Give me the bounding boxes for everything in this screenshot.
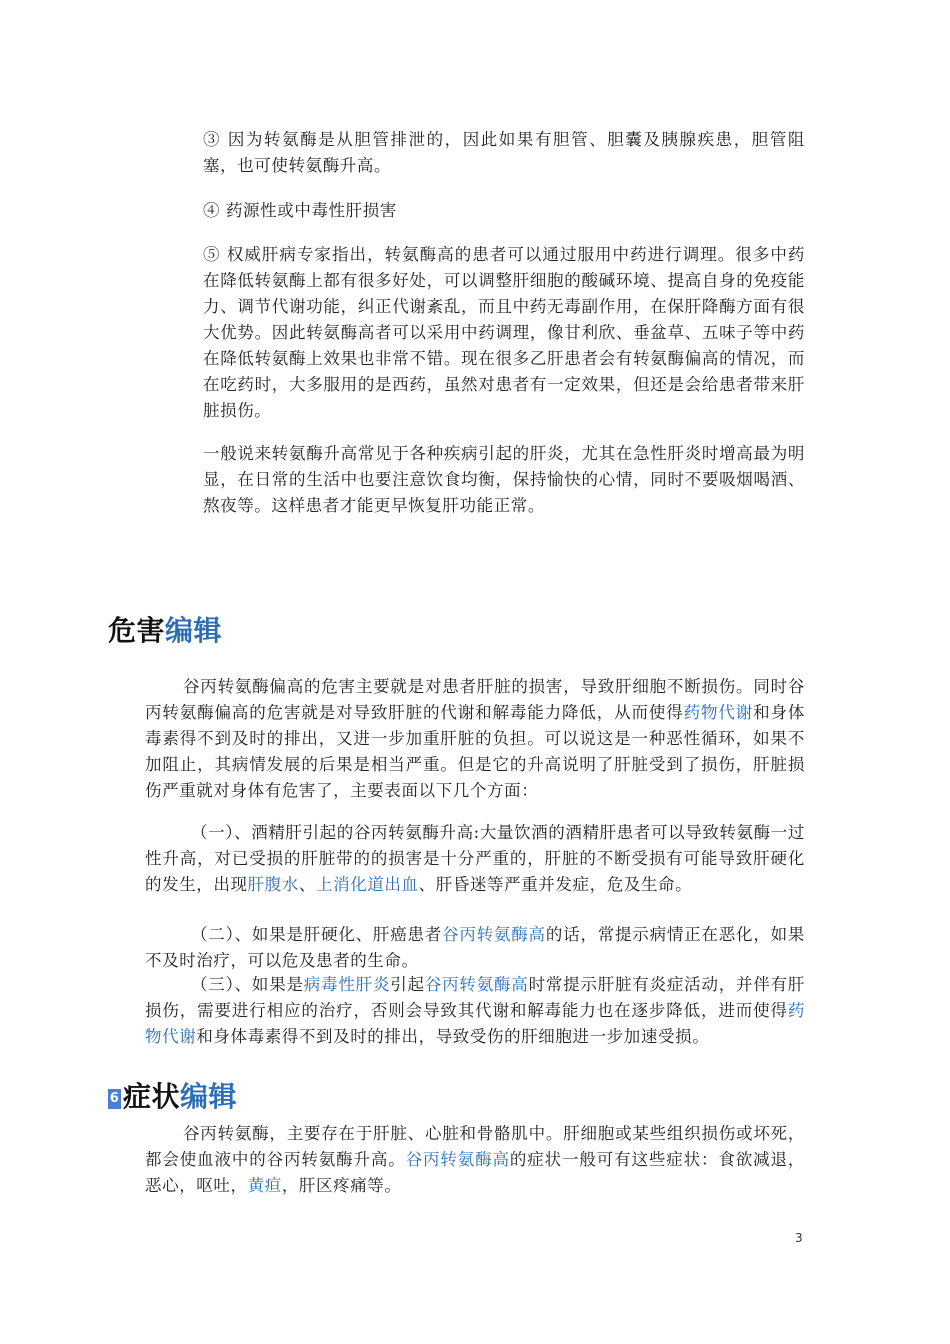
cause-item-3: ③ 因为转氨酶是从胆管排泄的，因此如果有胆管、胆囊及胰腺疾患，胆管阻塞，也可使转氨酶升高。	[203, 130, 805, 175]
harm-p3-text-b: 的话，常提示病情正在恶化，如果不及时治疗，可以危及患者的生命。	[145, 925, 806, 970]
harm-p2-text-b: 、肝昏迷等严重并发症，危及生命。	[418, 875, 693, 894]
link-gi-bleeding[interactable]: 上消化道出血	[316, 875, 419, 894]
symptoms-heading	[108, 1079, 237, 1115]
harm-p2-separator: 、	[298, 875, 317, 894]
harm-paragraph-4	[145, 972, 805, 1050]
link-jaundice[interactable]: 黄疸	[247, 1176, 282, 1195]
cause-summary: 一般说来转氨酶升高常见于各种疾病引起的肝炎，尤其在急性肝炎时增高最为明显，在日常的生活中也要注意饮食均衡，保持愉快的心情，同时不要吸烟喝酒、熬夜等。这样患者才能更早恢复肝功能正常。	[203, 444, 805, 515]
harm-p4-text-mid: 引起	[390, 975, 425, 994]
symptoms-p1-text-b: 的症状一般可有这些症状：食欲减退，恶心，呕吐，	[145, 1150, 806, 1195]
harm-paragraph-1	[145, 674, 805, 804]
symptoms-heading-title: 症状	[123, 1080, 181, 1113]
symptoms-paragraph-1	[145, 1121, 805, 1199]
harm-p1-text-b: 和身体毒素得不到及时的排出，又进一步加重肝脏的负担。可以说这是一种恶性循环，如果不加阻止，其病情发展的后果是相当严重。但是它的升高说明了肝脏受到了损伤，肝脏损伤严重就对身体有危害了，主要表面以下几个方面：	[145, 703, 805, 800]
harm-p1-text-a: 谷丙转氨酶偏高的危害主要就是对患者肝脏的损害，导致肝细胞不断损伤。同时谷丙转氨酶偏高的危害就是对导致肝脏的代谢和解毒能力降低，从而使得	[145, 677, 805, 722]
link-high-alt-2[interactable]: 谷丙转氨酶高	[424, 975, 529, 994]
page-number: 3	[795, 1231, 803, 1245]
harm-p2-text-a: （一）、酒精肝引起的谷丙转氨酶升高:大量饮酒的酒精肝患者可以导致转氨酶一过性升高，对已受损的肝脏带的的损害是十分严重的，肝脏的不断受损有可能导致肝硬化的发生，出现	[145, 823, 805, 894]
harm-heading-title: 危害	[108, 614, 166, 647]
link-viral-hepatitis[interactable]: 病毒性肝炎	[303, 975, 391, 994]
cause-item-4: ④ 药源性或中毒性肝损害	[203, 201, 397, 220]
symptoms-p1-text-c: ，肝区疼痛等。	[281, 1176, 402, 1195]
harm-edit-link[interactable]: 编辑	[165, 614, 223, 647]
harm-p4-text-c: 和身体毒素得不到及时的排出，导致受伤的肝细胞进一步加速受损。	[196, 1027, 710, 1046]
symptoms-p1-text-a: 谷丙转氨酶，主要存在于肝脏、心脏和骨骼肌中。肝细胞或某些组织损伤或坏死，都会使血液中的谷丙转氨酶升高。	[145, 1124, 805, 1169]
harm-heading	[108, 613, 222, 649]
harm-paragraph-2	[145, 820, 805, 898]
link-drug-metabolism-2[interactable]: 药物代谢	[145, 1001, 805, 1046]
link-high-alt-3[interactable]: 谷丙转氨酶高	[405, 1150, 510, 1169]
section-anchor-badge[interactable]: 6	[108, 1089, 121, 1109]
link-drug-metabolism[interactable]: 药物代谢	[683, 703, 754, 722]
harm-p4-text-b: 时常提示肝脏有炎症活动，并伴有肝损伤，需要进行相应的治疗，否则会导致其代谢和解毒能力也在逐步降低，进而使得	[145, 975, 806, 1020]
symptoms-edit-link[interactable]: 编辑	[180, 1080, 238, 1113]
harm-p3-text-a: （二）、如果是肝硬化、肝癌患者	[191, 925, 443, 944]
link-high-alt[interactable]: 谷丙转氨酶高	[442, 925, 546, 944]
cause-item-5: ⑤ 权威肝病专家指出，转氨酶高的患者可以通过服用中药进行调理。很多中药在降低转氨酶上都有很多好处，可以调整肝细胞的酸碱环境、提高自身的免疫能力、调节代谢功能，纠正代谢紊乱，而且中药无毒副作用，在保肝降酶方面有很大优势。因此转氨酶高者可以采用中药调理，像甘利欣、垂盆草、五味子等中药在降低转氨酶上效果也非常不错。现在很多乙肝患者会有转氨酶偏高的情况，而在吃药时，大多服用的是西药，虽然对患者有一定效果，但还是会给患者带来肝脏损伤。	[203, 245, 805, 420]
harm-p4-text-a: （三）、如果是	[191, 975, 304, 994]
link-ascites[interactable]: 肝腹水	[247, 875, 299, 894]
harm-paragraph-3	[145, 922, 805, 974]
